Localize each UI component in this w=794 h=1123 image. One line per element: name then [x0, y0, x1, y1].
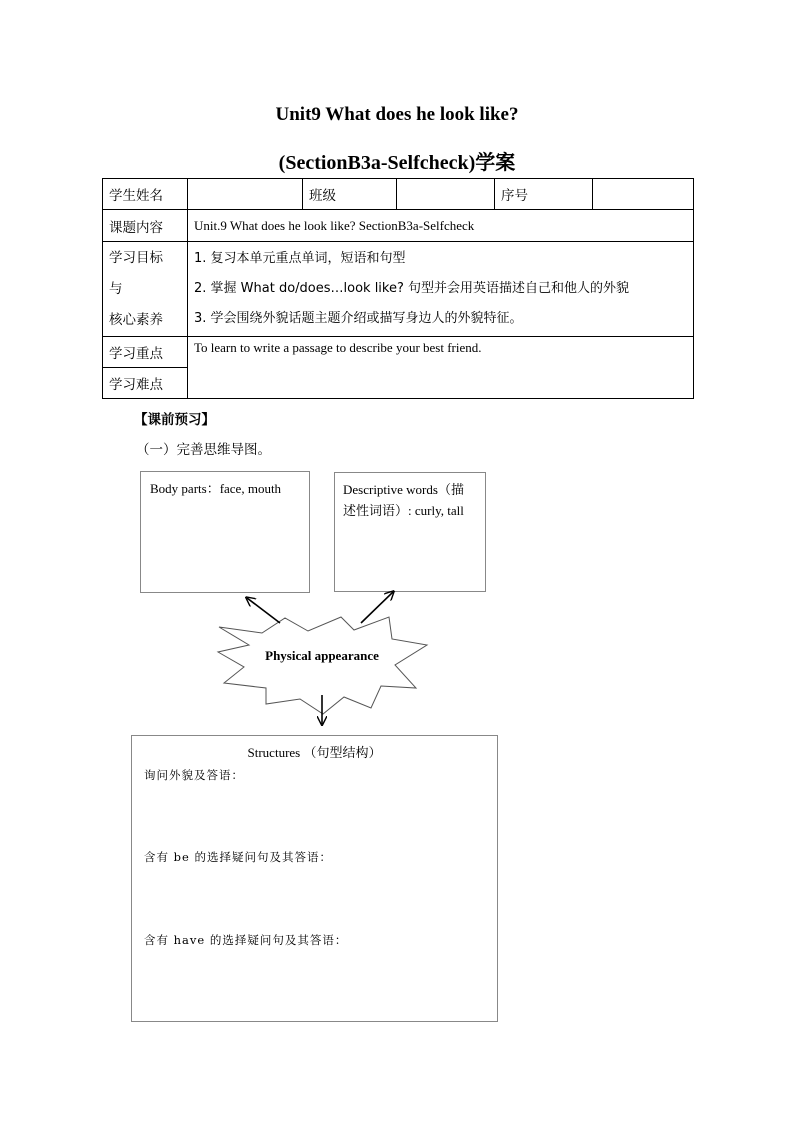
class-label: 班级 [303, 179, 397, 210]
center-topic-label: Physical appearance [265, 648, 379, 663]
structure-question-have: 含有 have 的选择疑问句及其答语： [144, 933, 348, 947]
key-point-value: To learn to write a passage to describe your best friend. [188, 337, 694, 399]
key-point-label: 学习重点 [103, 337, 188, 368]
topic-value: Unit.9 What does he look like? SectionB3a-Selfcheck [188, 210, 694, 242]
goals-label: 学习目标 与 核心素养 [103, 242, 188, 337]
arrow-to-body-parts [247, 598, 280, 623]
student-name-label: 学生姓名 [103, 179, 188, 210]
structures-title: Structures （句型结构） [247, 745, 382, 760]
descriptive-words-text: Descriptive words（描 述性词语）: curly, tall [343, 482, 464, 518]
difficulty-label: 学习难点 [103, 368, 188, 399]
topic-label: 课题内容 [103, 210, 188, 242]
title-line-1: Unit9 What does he look like? [275, 104, 519, 125]
structure-question-be: 含有 be 的选择疑问句及其答语： [144, 850, 332, 864]
mind-map-task: （一）完善思维导图。 [136, 442, 271, 458]
structure-question-appearance: 询问外貌及答语： [144, 768, 244, 782]
number-label: 序号 [495, 179, 593, 210]
preview-heading: 【课前预习】 [134, 412, 215, 428]
body-parts-text: Body parts：face, mouth [150, 481, 282, 496]
title-line-2: (SectionB3a-Selfcheck)学案 [278, 152, 516, 174]
goal-item: 1. 复习本单元重点单词，短语和句型 [194, 251, 406, 266]
goal-item: 2. 掌握 What do/does…look like? 句型并会用英语描述自己和他人的外貌 [194, 281, 630, 296]
structures-box[interactable] [131, 735, 498, 1022]
goal-item: 3. 学会围绕外貌话题主题介绍或描写身边人的外貌特征。 [194, 311, 523, 326]
